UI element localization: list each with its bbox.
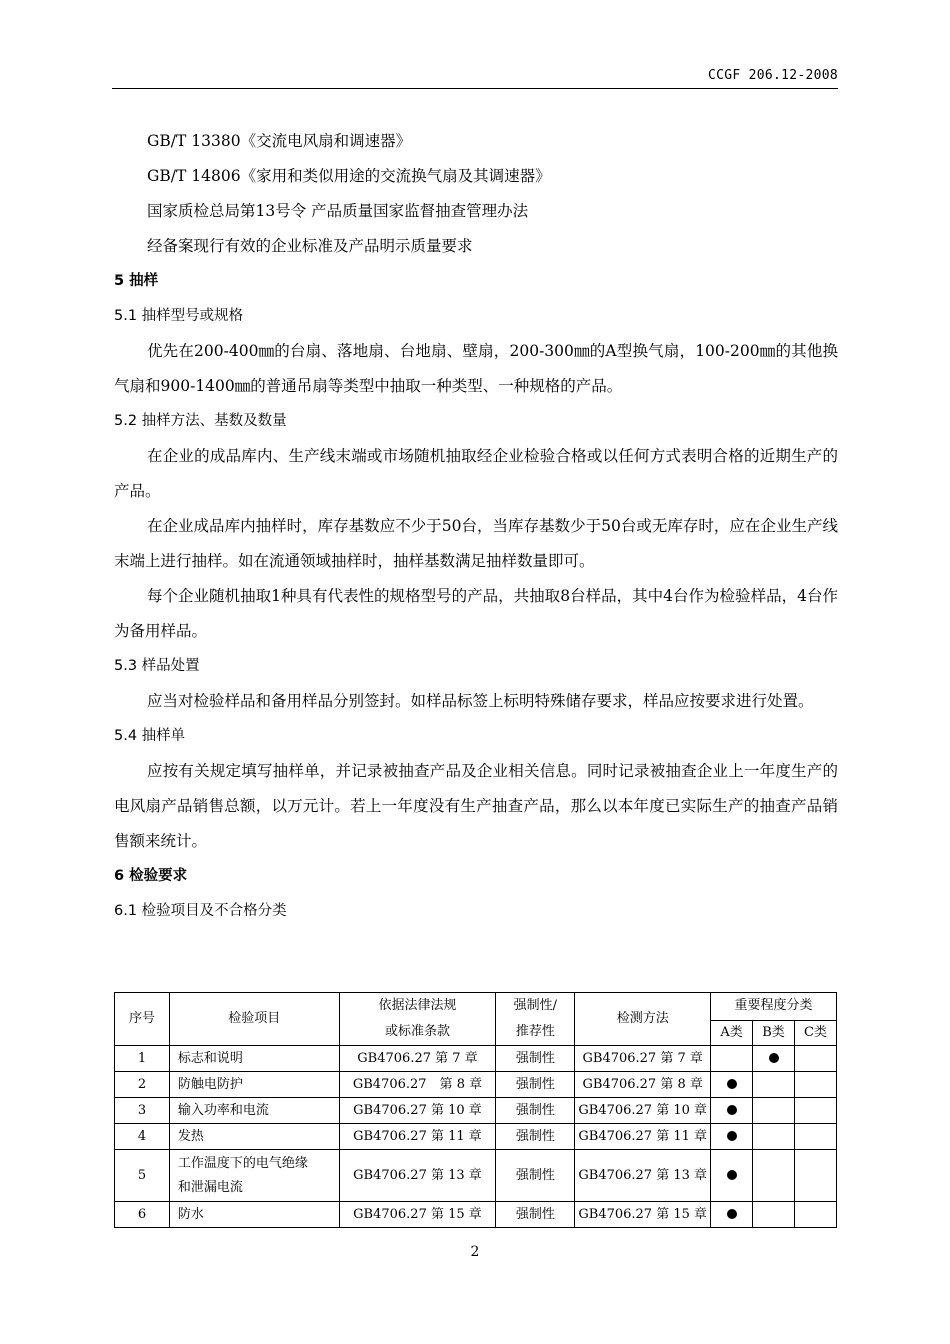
header-basis [339, 993, 496, 1046]
row-method: GB4706.27 第 8 章 [575, 1072, 711, 1098]
row-item: 防水 [169, 1202, 339, 1228]
header-class-b: B类 [753, 1020, 795, 1045]
row-mandatory: 强制性 [496, 1124, 575, 1150]
row-basis: GB4706.27 第 15 章 [339, 1202, 496, 1228]
table-header-row [115, 993, 837, 1021]
row-class-b [753, 1150, 795, 1202]
row-item: 标志和说明 [169, 1046, 339, 1072]
row-no: 3 [115, 1098, 170, 1124]
row-mandatory: 强制性 [496, 1046, 575, 1072]
header-mandatory-line-2: 推荐性 [515, 1024, 555, 1039]
row-method: GB4706.27 第 13 章 [575, 1150, 711, 1202]
row-class-b [753, 1098, 795, 1124]
document-body [114, 124, 838, 929]
header-no: 序号 [115, 993, 170, 1046]
class-marker-dot [727, 1131, 737, 1141]
row-item: 发热 [169, 1124, 339, 1150]
row-mandatory: 强制性 [496, 1150, 575, 1202]
section-6-heading: 6 检验要求 [114, 868, 188, 884]
table-row [115, 1072, 837, 1098]
reference-line: 经备案现行有效的企业标准及产品明示质量要求 [147, 237, 473, 255]
row-method: GB4706.27 第 7 章 [575, 1046, 711, 1072]
section-5-2-paragraph-2: 在企业成品库内抽样时，库存基数应不少于50台，当库存基数少于50台或无库存时，应在企业生产线末端上进行抽样。如在流通领域抽样时，抽样基数满足抽样数量即可。 [114, 517, 838, 570]
class-marker-dot [727, 1209, 737, 1219]
section-5-3-text: 应当对检验样品和备用样品分别签封。如样品标签上标明特殊储存要求，样品应按要求进行处置。 [147, 692, 814, 710]
class-marker-dot [727, 1170, 737, 1180]
class-marker-dot [769, 1053, 779, 1063]
row-item [169, 1150, 339, 1202]
table-row [115, 1046, 837, 1072]
row-no: 2 [115, 1072, 170, 1098]
row-class-a [711, 1098, 753, 1124]
row-basis: GB4706.27 第 10 章 [339, 1098, 496, 1124]
row-class-b [753, 1202, 795, 1228]
row-class-c [795, 1072, 837, 1098]
header-divider [112, 88, 838, 89]
row-class-b [753, 1046, 795, 1072]
row-no: 4 [115, 1124, 170, 1150]
header-basis-line-1: 依据法律法规 [378, 998, 457, 1013]
section-5-1-text: 优先在200-400㎜的台扇、落地扇、台地扇、壁扇，200-300㎜的A型换气扇，100-200㎜的其他换气扇和900-1400㎜的普通吊扇等类型中抽取一种类型、一种规格的产品。 [114, 342, 838, 395]
page-number: 2 [470, 1244, 480, 1260]
header-class-a: A类 [711, 1020, 753, 1045]
row-class-c [795, 1150, 837, 1202]
table-row [115, 1098, 837, 1124]
section-5-2-paragraph-3: 每个企业随机抽取1种具有代表性的规格型号的产品，共抽取8台样品，其中4台作为检验样品，4台作为备用样品。 [114, 587, 838, 640]
row-basis: GB4706.27 第 7 章 [339, 1046, 496, 1072]
row-class-c [795, 1046, 837, 1072]
row-class-c [795, 1124, 837, 1150]
row-mandatory: 强制性 [496, 1202, 575, 1228]
row-item-line-2: 和泄漏电流 [177, 1179, 243, 1195]
row-class-c [795, 1202, 837, 1228]
row-class-a [711, 1150, 753, 1202]
row-class-b [753, 1124, 795, 1150]
section-5-3-heading: 5.3 样品处置 [114, 658, 200, 674]
header-mandatory-line-1: 强制性/ [513, 998, 558, 1013]
section-5-heading: 5 抽样 [114, 273, 159, 289]
section-5-4-text: 应按有关规定填写抽样单，并记录被抽查产品及企业相关信息。同时记录被抽查企业上一年度生产的电风扇产品销售总额，以万元计。若上一年度没有生产抽查产品，那么以本年度已实际生产的抽查产品销售额来统计。 [114, 762, 838, 850]
row-basis: GB4706.27 第 11 章 [339, 1124, 496, 1150]
class-marker-dot [727, 1105, 737, 1115]
row-no: 6 [115, 1202, 170, 1228]
row-class-c [795, 1098, 837, 1124]
row-item: 输入功率和电流 [169, 1098, 339, 1124]
row-no: 1 [115, 1046, 170, 1072]
header-item: 检验项目 [169, 993, 339, 1046]
row-class-b [753, 1072, 795, 1098]
section-5-4-heading: 5.4 抽样单 [114, 728, 186, 744]
row-class-a [711, 1046, 753, 1072]
row-item: 防触电防护 [169, 1072, 339, 1098]
header-basis-line-2: 或标准条款 [384, 1024, 450, 1039]
row-item-line-1: 工作温度下的电气绝缘 [177, 1155, 308, 1171]
header-importance: 重要程度分类 [711, 993, 837, 1021]
row-basis: GB4706.27 第 13 章 [339, 1150, 496, 1202]
row-method: GB4706.27 第 10 章 [575, 1098, 711, 1124]
row-mandatory: 强制性 [496, 1098, 575, 1124]
reference-line: GB/T 13380《交流电风扇和调速器》 [147, 132, 412, 150]
header-mandatory [496, 993, 575, 1046]
row-method: GB4706.27 第 15 章 [575, 1202, 711, 1228]
class-marker-dot [727, 1079, 737, 1089]
section-5-1-heading: 5.1 抽样型号或规格 [114, 308, 244, 324]
row-class-a [711, 1072, 753, 1098]
row-mandatory: 强制性 [496, 1072, 575, 1098]
row-method: GB4706.27 第 11 章 [575, 1124, 711, 1150]
header-class-c: C类 [795, 1020, 837, 1045]
row-basis: GB4706.27 第 8 章 [339, 1072, 496, 1098]
table-row [115, 1202, 837, 1228]
row-no: 5 [115, 1150, 170, 1202]
row-class-a [711, 1124, 753, 1150]
document-code: CCGF 206.12-2008 [707, 68, 838, 83]
section-5-2-paragraph-1: 在企业的成品库内、生产线末端或市场随机抽取经企业检验合格或以任何方式表明合格的近期生产的产品。 [114, 447, 838, 500]
reference-line: 国家质检总局第13号令 产品质量国家监督抽查管理办法 [147, 202, 529, 220]
header-method: 检测方法 [575, 993, 711, 1046]
row-class-a [711, 1202, 753, 1228]
reference-line: GB/T 14806《家用和类似用途的交流换气扇及其调速器》 [147, 167, 551, 185]
section-5-2-heading: 5.2 抽样方法、基数及数量 [114, 413, 287, 429]
table-row [115, 1124, 837, 1150]
inspection-items-table [114, 992, 837, 1228]
section-6-1-heading: 6.1 检验项目及不合格分类 [114, 903, 287, 919]
table-row [115, 1150, 837, 1202]
